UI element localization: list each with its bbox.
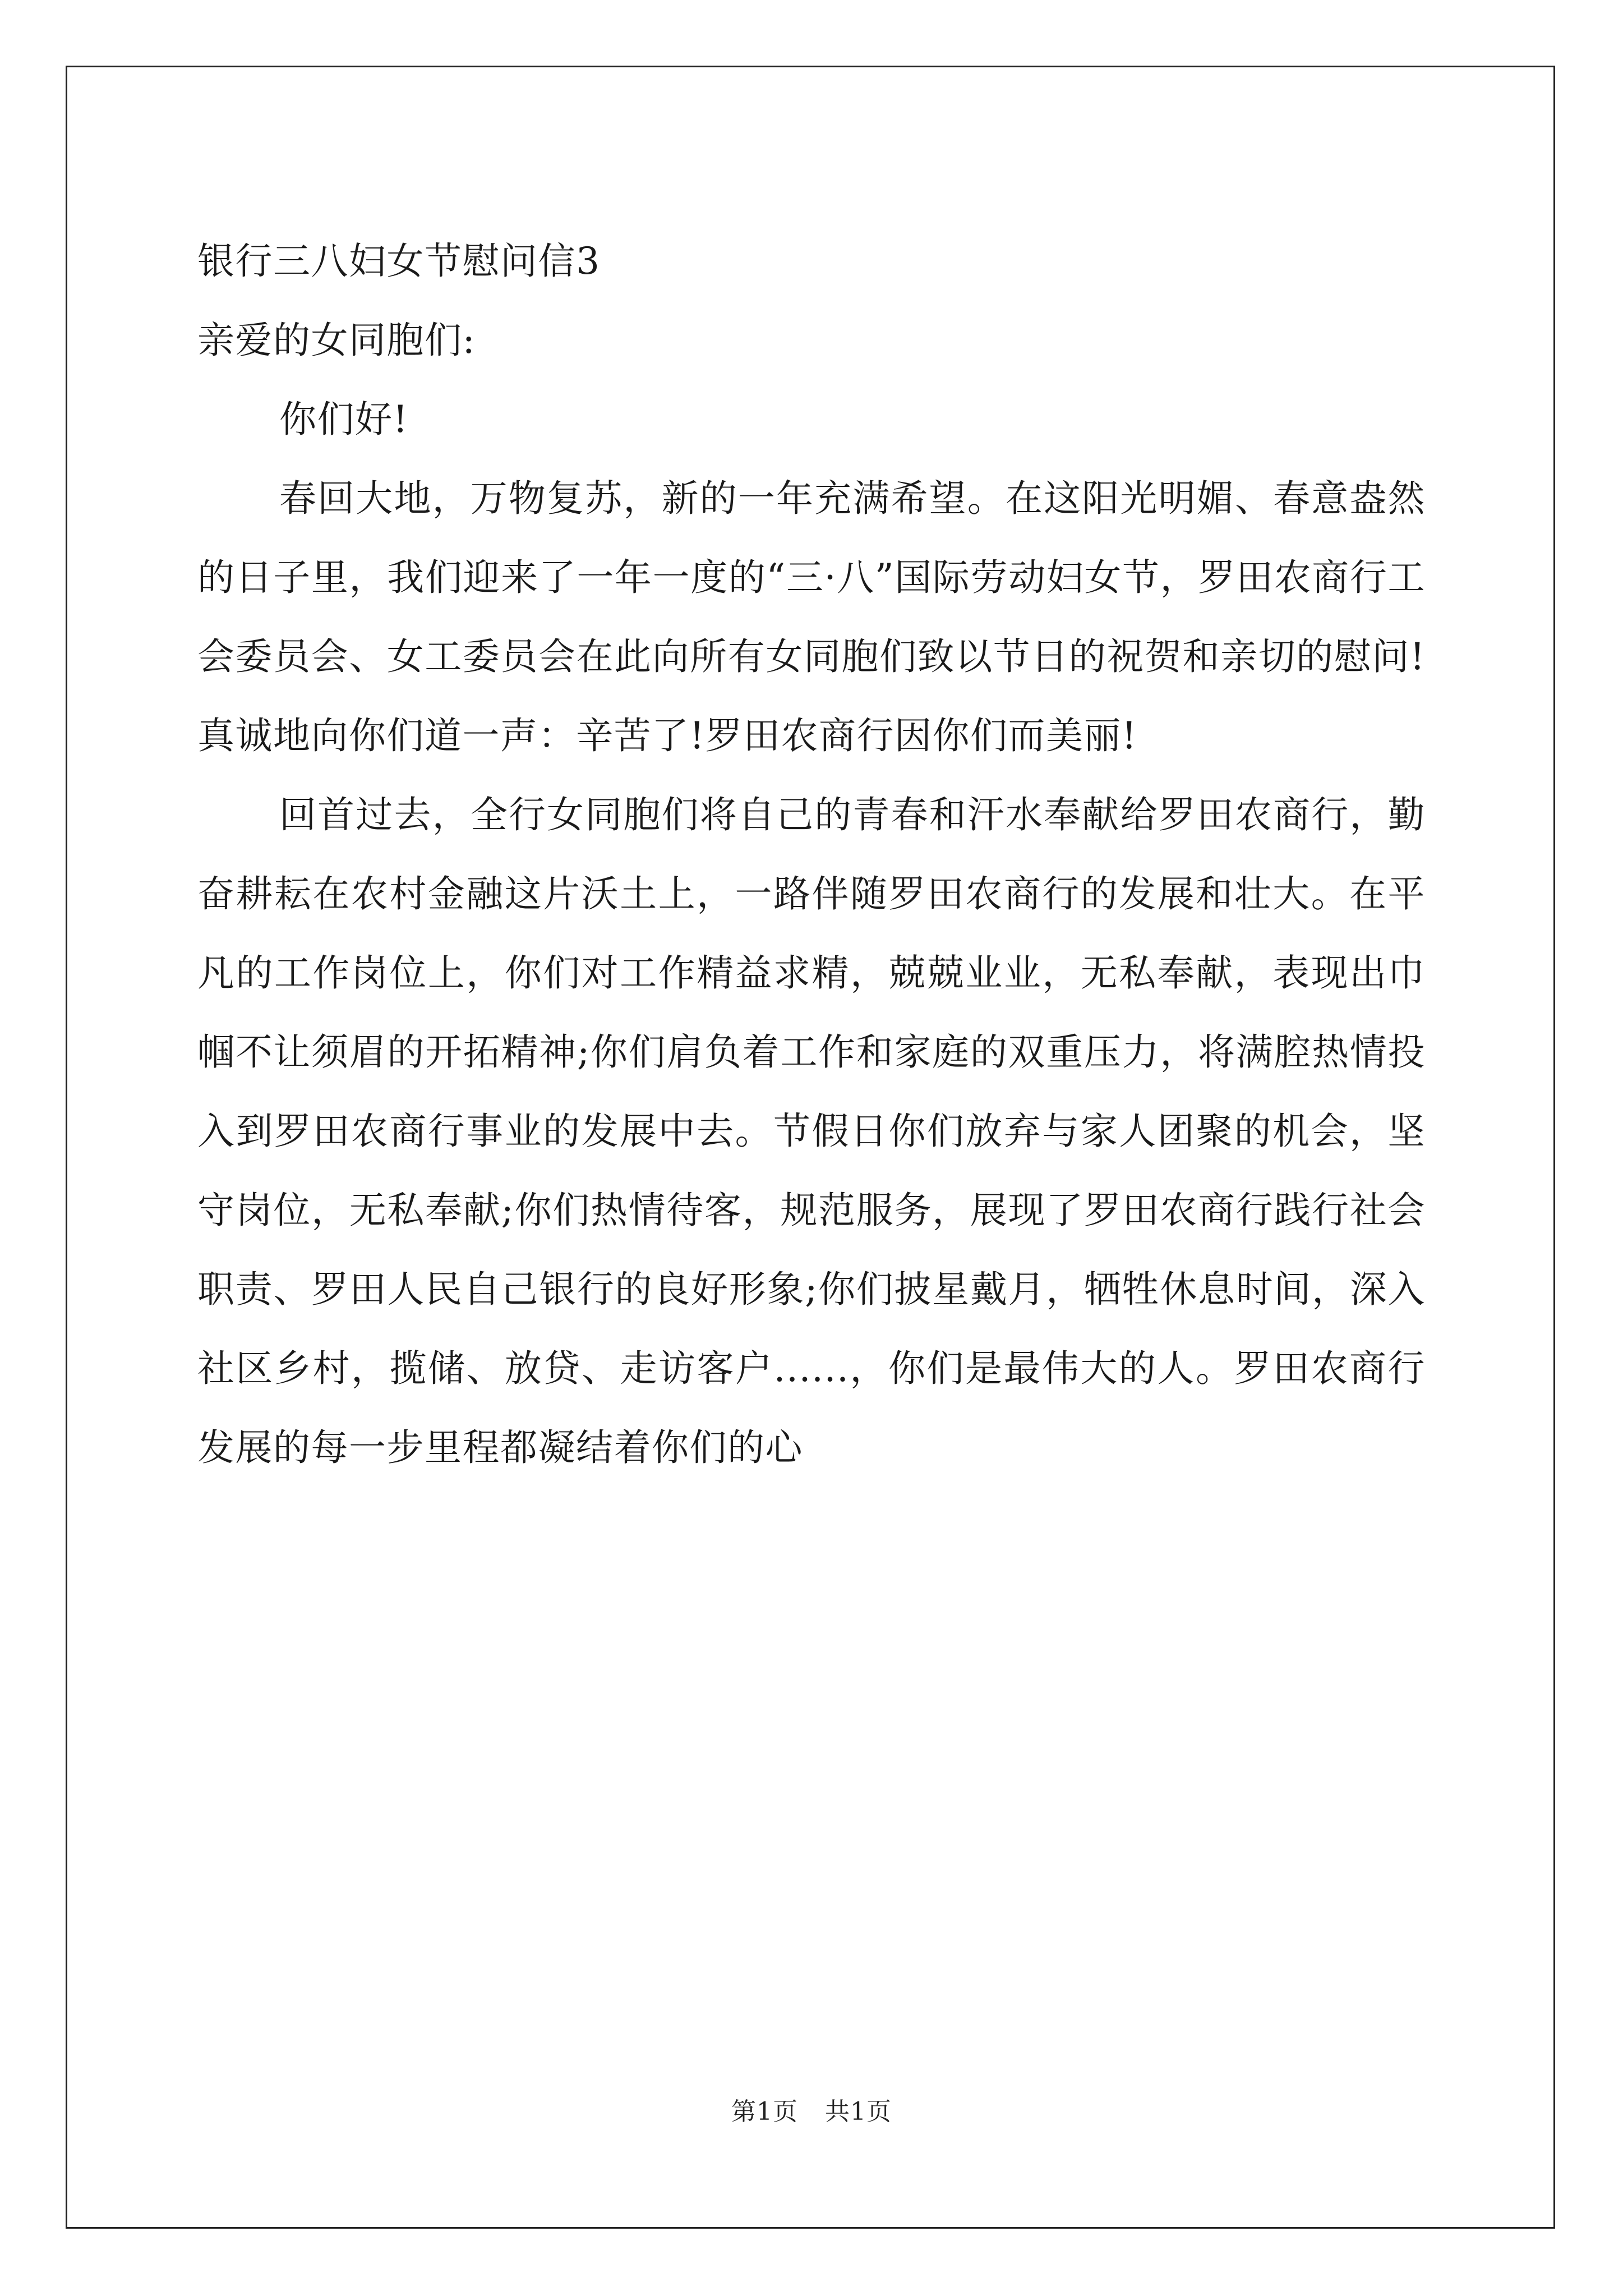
document-title: 银行三八妇女节慰问信3: [197, 240, 601, 283]
salutation: 亲爱的女同胞们:: [197, 319, 476, 362]
page-total: 共1页: [825, 2097, 892, 2126]
page-number: 第1页: [731, 2097, 798, 2126]
paragraph-1: 春回大地，万物复苏，新的一年充满希望。在这阳光明媚、春意盎然的日子里，我们迎来了一年一度的“三·八”国际劳动妇女节，罗田农商行工会委员会、女工委员会在此向所有女同胞们致以节日的祝贺和亲切的慰问!真诚地向你们道一声：辛苦了!罗田农商行因你们而美丽!: [197, 477, 1426, 757]
greeting: 你们好!: [279, 398, 409, 441]
paragraph-2: 回首过去，全行女同胞们将自己的青春和汗水奉献给罗田农商行，勤奋耕耘在农村金融这片沃土上，一路伴随罗田农商行的发展和壮大。在平凡的工作岗位上，你们对工作精益求精，兢兢业业，无私奉献，表现出巾帼不让须眉的开拓精神;你们肩负着工作和家庭的双重压力，将满腔热情投入到罗田农商行事业的发展中去。节假日你们放弃与家人团聚的机会，坚守岗位，无私奉献;你们热情待客，规范服务，展现了罗田农商行践行社会职责、罗田人民自己银行的良好形象;你们披星戴月，牺牲休息时间，深入社区乡村，揽储、放贷、走访客户......，你们是最伟大的人。罗田农商行发展的每一步里程都凝结着你们的心: [197, 793, 1426, 1469]
page-footer: [0, 2091, 1623, 2127]
document-body: [197, 222, 1426, 1487]
